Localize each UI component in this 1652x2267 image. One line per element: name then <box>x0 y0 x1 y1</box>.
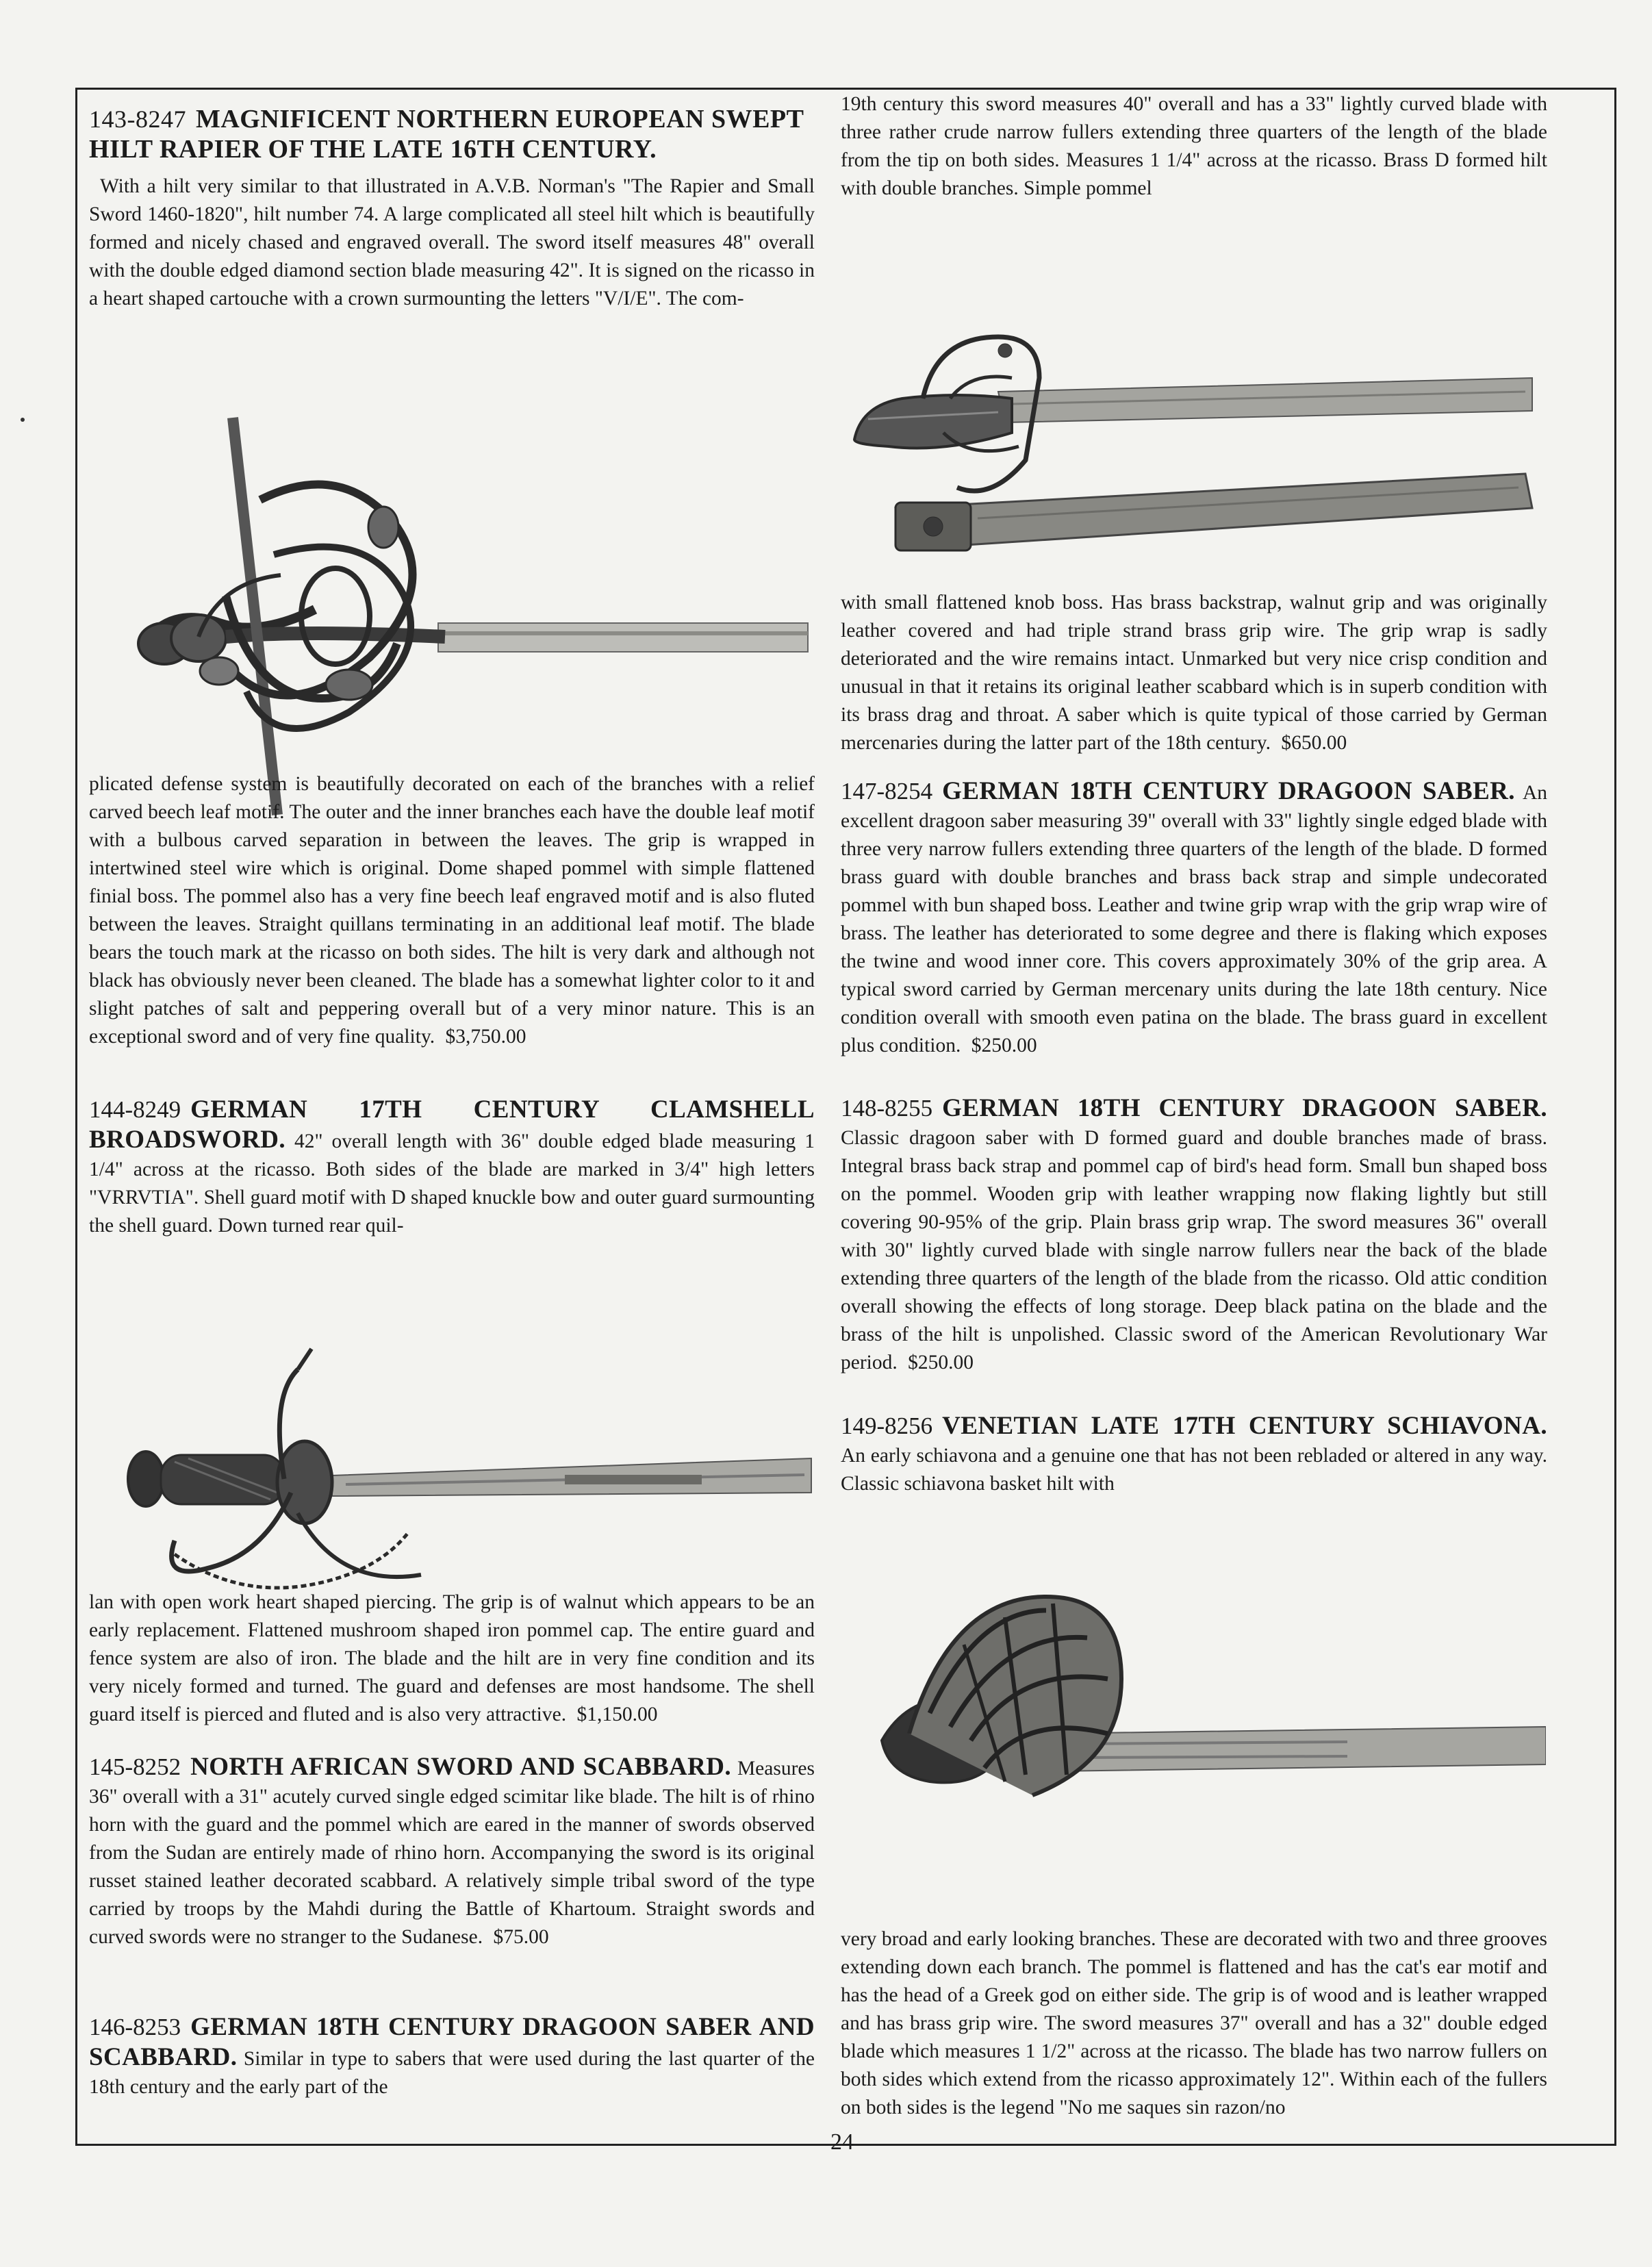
page-number: 24 <box>830 2129 854 2155</box>
lot-145-description: Measures 36" overall with a 31" acutely curved single edged scimitar like blade. The hilt is of rhino horn with the guard and the pommel which are eared in the manner of swords observed from the Sudan are entirely made of rhino horn. Accompanying the sword is its original russet stained leather decorated scabbard. A relatively simple tribal sword of the type carried by troops by the Mahdi during the Battle of Khartoum. Straight swords and curved swords were no stranger to the Sudanese. <box>89 1758 815 1948</box>
lot-146-price: $650.00 <box>1281 732 1347 754</box>
lot-146 <box>89 2013 815 2101</box>
lot-146-continued-2 <box>841 589 1547 757</box>
lot-144-continued <box>89 1588 815 1729</box>
lot-144-description: 42" overall length with 36" double edged blade measuring 1 1/4" across at the ricasso. Both sides of the blade are marked in 3/4" high letters "VRRVTIA". Shell guard motif with D shaped knuckle bow and outer guard surmounting the shell guard. Down turned rear quil- <box>89 1130 815 1237</box>
lot-149-description-continued: very broad and early looking branches. These are decorated with two and three grooves extending down each branch. The pommel is flattened and has the cat's ear motif and has the head of a Greek god on either side. The grip is of wood and is leather wrapped and has brass grip wire. The sword measures 37" overall and has a 32" double edged blade which measures 1 1/2" across at the ricasso. The blade has two narrow fullers on both sides which extend from the ricasso approximately 12". Within each of the fullers on both sides is the legend "No me saques sin razon/no <box>841 1928 1547 2118</box>
lot-143-text-2: plicated defense system is beautifully decorated on each of the branches with a relief carved beech leaf motif. The outer and the inner branches each have the double leaf motif with a bulbous carved separation in between the leaves. The grip is wrapped in intertwined steel wire which is original. Dome shaped pommel with simple flattened finial boss. The pommel also has a very fine beech leaf engraved motif and is also fluted between the leaves. Straight quillans terminating in an additional leaf motif. The blade bears the touch mark at the ricasso on both sides. The hilt is very dark and although not black has obviously never been cleaned. The blade has a somewhat lighter color to it and slight patches of salt and peppering overall but of a very minor nature. This is an exceptional sword and of very fine quality. <box>89 773 815 1048</box>
lot-148 <box>841 1094 1547 1377</box>
lot-143-title: MAGNIFICENT NORTHERN EUROPEAN SWEPT HILT RAPIER OF THE LATE 16TH CENTURY. <box>89 105 804 164</box>
schiavona-image <box>868 1562 1546 1891</box>
lot-149-description: An early schiavona and a genuine one that has not been rebladed or altered in any way. Classic schiavona basket hilt with <box>841 1445 1547 1495</box>
lot-146-description-continued-2 <box>841 589 1547 757</box>
lot-143-continued <box>89 770 815 1051</box>
lot-146-description-continued: 19th century this sword measures 40" overall and has a 33" lightly curved blade with three rather crude narrow fullers extending three quarters of the length of the blade from the tip on both sides. Measures 1 1/4" across at the ricasso. Brass D formed hilt with double branches. Simple pommel <box>841 93 1547 199</box>
lot-143 <box>89 104 815 313</box>
lot-149-paragraph <box>841 1412 1547 1498</box>
lot-145-paragraph <box>89 1753 815 1951</box>
lot-148-price: $250.00 <box>908 1352 974 1373</box>
lot-144-number: 144-8249 <box>89 1096 181 1123</box>
lot-148-description: Classic dragoon saber with D formed guard and double branches made of brass. Integral brass back strap and pommel cap of bird's head form. Small bun shaped boss on the pommel. Wooden grip with leather wrapping now flaking lightly but still covering 90-95% of the grip. Plain brass grip wrap. The sword measures 36" overall with 30" lightly curved blade with single narrow fullers near the back of the blade extending three quarters of the length of the blade from the ricasso. Old attic condition overall showing the effects of long storage. Deep black patina on the blade and the brass of the hilt is unpolished. Classic sword of the American Revolutionary War period. <box>841 1127 1547 1373</box>
lot-144-paragraph <box>89 1095 815 1240</box>
lot-146-number: 146-8253 <box>89 2014 181 2040</box>
clamshell-broadsword-image <box>127 1328 825 1623</box>
lot-146-text-3: with small flattened knob boss. Has brass backstrap, walnut grip and was originally leather covered and had triple strand brass grip wire. The grip wrap is sadly deteriorated and the wire remains intact. Unmarked but very nice crisp condition and unusual in that it retains its original leather scabbard which is in superb condition with its brass drag and throat. A saber which is quite typical of those carried by German mercenaries during the latter part of the 18th century. <box>841 592 1547 754</box>
lot-149-continued <box>841 1925 1547 2122</box>
lot-149-title: VENETIAN LATE 17TH CENTURY SCHIAVONA. <box>942 1412 1547 1440</box>
lot-144-description-continued <box>89 1588 815 1729</box>
lot-143-number: 143-8247 <box>89 105 186 133</box>
lot-147-number: 147-8254 <box>841 778 933 805</box>
lot-145-price: $75.00 <box>493 1926 549 1948</box>
lot-148-number: 148-8255 <box>841 1095 933 1122</box>
lot-149 <box>841 1412 1547 1498</box>
lot-144-title: GERMAN 17TH CENTURY CLAMSHELL BROADSWORD. <box>89 1095 815 1154</box>
lot-147-paragraph <box>841 777 1547 1060</box>
dragoon-saber-scabbard-image <box>841 275 1547 597</box>
lot-147-description: An excellent dragoon saber measuring 39" overall with 33" lightly single edged blade with three very narrow fullers extending three quarters of the length of the blade. D formed brass guard with double branches and brass back strap and simple undecorated pommel with bun shaped boss. Leather and twine grip wrap with the grip wrap wire of brass. The leather has deteriorated to some degree and there is flaking which exposes the twine and wood inner core. This covers approximately 30% of the grip area. A typical sword carried by German mercenary units during the late 18th century. Nice condition overall with smooth even patina on the blade. The brass guard in excellent plus condition. <box>841 782 1548 1056</box>
lot-147-title: GERMAN 18TH CENTURY DRAGOON SABER. <box>942 777 1515 805</box>
lot-143-description: With a hilt very similar to that illustrated in A.V.B. Norman's "The Rapier and Small Sword 1460-1820", hilt number 74. A large complicated all steel hilt which is beautifully formed and nicely chased and engraved overall. The sword itself measures 48" overall with the double edged diamond section blade measuring 42". It is signed on the ricasso in a heart shaped cartouche with a crown surmounting the letters "V/I/E". The com- <box>89 175 815 309</box>
lot-144-text-2: lan with open work heart shaped piercing. The grip is of walnut which appears to be an early replacement. Flattened mushroom shaped iron pommel cap. The entire guard and fence system are also of iron. The blade and the hilt are in very fine condition and its very nicely formed and turned. The guard and defenses are most handsome. The shell guard itself is pierced and fluted and is also very attractive. <box>89 1591 815 1725</box>
lot-146-paragraph <box>89 2013 815 2101</box>
lot-145 <box>89 1753 815 1951</box>
lot-146-continued <box>841 90 1547 203</box>
lot-143-description-continued <box>89 770 815 1051</box>
lot-146-description: Similar in type to sabers that were used during the last quarter of the 18th century and the early part of the <box>89 2048 815 2098</box>
lot-143-heading <box>89 104 815 164</box>
lot-144-price: $1,150.00 <box>576 1704 658 1725</box>
lot-147 <box>841 777 1547 1060</box>
lot-149-number: 149-8256 <box>841 1413 933 1439</box>
lot-148-paragraph <box>841 1094 1547 1377</box>
lot-148-title: GERMAN 18TH CENTURY DRAGOON SABER. <box>942 1094 1547 1122</box>
lot-145-number: 145-8252 <box>89 1753 181 1780</box>
lot-143-price: $3,750.00 <box>445 1026 526 1048</box>
lot-146-title: GERMAN 18TH CENTURY DRAGOON SABER AND SCABBARD. <box>89 2013 815 2071</box>
swept-hilt-rapier-image <box>116 390 815 822</box>
lot-147-price: $250.00 <box>971 1035 1037 1056</box>
lot-144 <box>89 1095 815 1240</box>
lot-145-title: NORTH AFRICAN SWORD AND SCABBARD. <box>190 1753 732 1781</box>
scan-speck <box>21 418 25 422</box>
